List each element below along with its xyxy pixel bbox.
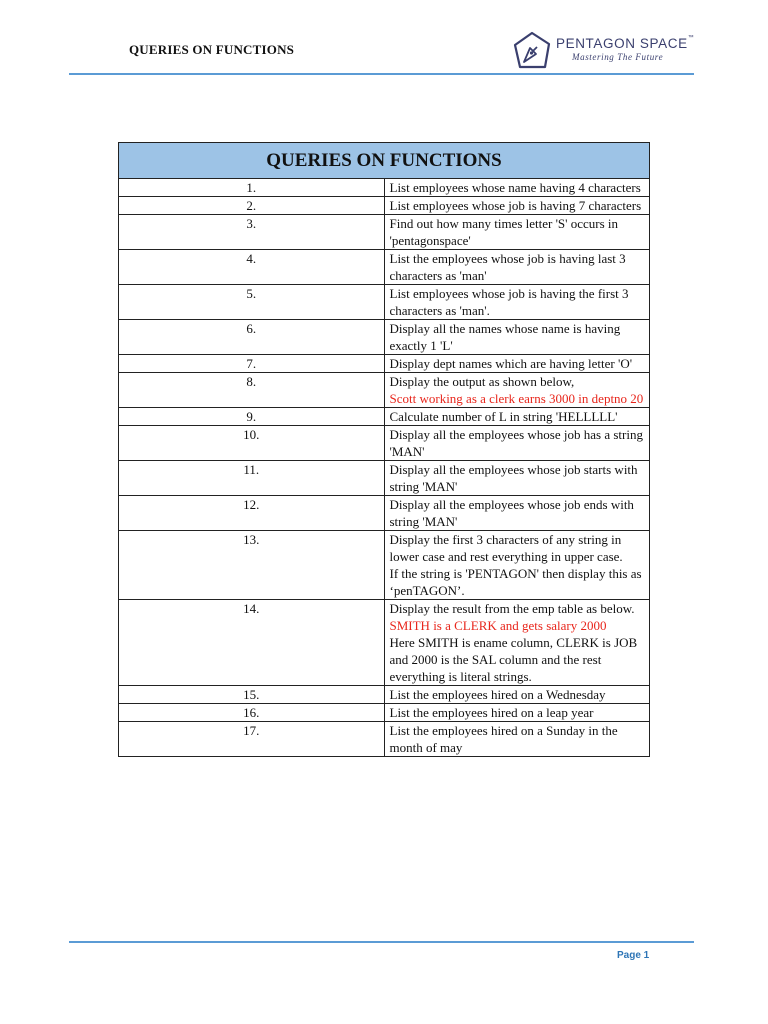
table-row xyxy=(119,496,650,531)
query-line: List the employees hired on a leap year xyxy=(389,705,594,720)
table-row xyxy=(119,704,650,722)
query-text xyxy=(384,179,650,197)
query-text xyxy=(384,373,650,408)
query-text xyxy=(384,426,650,461)
query-text xyxy=(384,408,650,426)
query-text xyxy=(384,531,650,600)
table-row xyxy=(119,722,650,757)
table-row xyxy=(119,408,650,426)
row-number: 1. xyxy=(119,179,385,197)
query-text xyxy=(384,285,650,320)
query-text xyxy=(384,496,650,531)
table-row xyxy=(119,426,650,461)
query-text xyxy=(384,250,650,285)
query-text xyxy=(384,197,650,215)
query-text xyxy=(384,320,650,355)
query-line: Display the first 3 characters of any string in lower case and rest everything in upper case. xyxy=(389,532,623,564)
header-title: QUERIES ON FUNCTIONS xyxy=(129,42,295,57)
example-output-text: SMITH is a CLERK and gets salary 2000 xyxy=(389,618,607,633)
logo-name: PENTAGON SPACE™ xyxy=(556,35,695,51)
table-row xyxy=(119,179,650,197)
queries-table xyxy=(118,142,650,757)
table-row xyxy=(119,250,650,285)
table-row xyxy=(119,215,650,250)
header-divider xyxy=(69,73,694,75)
pentagon-pen-icon xyxy=(512,31,552,71)
query-text xyxy=(384,355,650,373)
query-text xyxy=(384,461,650,496)
query-line: Display dept names which are having letter 'O' xyxy=(389,356,633,371)
table-body xyxy=(119,179,650,757)
query-line: Display all the employees whose job starts with string 'MAN' xyxy=(389,462,638,494)
row-number: 12. xyxy=(119,496,385,531)
row-number: 16. xyxy=(119,704,385,722)
query-line: List the employees hired on a Wednesday xyxy=(389,687,606,702)
row-number: 7. xyxy=(119,355,385,373)
row-number: 4. xyxy=(119,250,385,285)
query-line: Display all the names whose name is having exactly 1 'L' xyxy=(389,321,621,353)
row-number: 8. xyxy=(119,373,385,408)
query-line: Display all the employees whose job ends with string 'MAN' xyxy=(389,497,634,529)
query-line: List employees whose name having 4 characters xyxy=(389,180,641,195)
example-output-text: Scott working as a clerk earns 3000 in deptno 20 xyxy=(389,391,644,406)
table-row xyxy=(119,461,650,496)
table-row xyxy=(119,285,650,320)
query-line: Display all the employees whose job has a string 'MAN' xyxy=(389,427,643,459)
query-line: Display the result from the emp table as below. xyxy=(389,601,635,616)
query-text xyxy=(384,600,650,686)
table-title: QUERIES ON FUNCTIONS xyxy=(119,143,650,179)
row-number: 10. xyxy=(119,426,385,461)
pentagon-space-logo xyxy=(512,31,695,71)
query-text xyxy=(384,215,650,250)
page-number: Page 1 xyxy=(617,950,650,961)
table-header-row xyxy=(119,143,650,179)
row-number: 13. xyxy=(119,531,385,600)
query-line: Display the output as shown below, xyxy=(389,374,575,389)
table-row xyxy=(119,686,650,704)
table-row xyxy=(119,373,650,408)
row-number: 14. xyxy=(119,600,385,686)
query-line: Here SMITH is ename column, CLERK is JOB and 2000 is the SAL column and the rest everything is literal strings. xyxy=(389,635,638,684)
query-text xyxy=(384,704,650,722)
row-number: 15. xyxy=(119,686,385,704)
table-row xyxy=(119,531,650,600)
query-line: List employees whose job is having the first 3 characters as 'man'. xyxy=(389,286,629,318)
query-line: List the employees whose job is having last 3 characters as 'man' xyxy=(389,251,626,283)
logo-tagline: Mastering The Future xyxy=(572,52,664,62)
query-text xyxy=(384,686,650,704)
query-text xyxy=(384,722,650,757)
table-row xyxy=(119,600,650,686)
row-number: 17. xyxy=(119,722,385,757)
query-line: List employees whose job is having 7 characters xyxy=(389,198,642,213)
row-number: 2. xyxy=(119,197,385,215)
query-line: If the string is 'PENTAGON' then display this as ‘penTAGON’. xyxy=(389,566,642,598)
query-line: Find out how many times letter 'S' occurs in 'pentagonspace' xyxy=(389,216,619,248)
row-number: 9. xyxy=(119,408,385,426)
footer-divider xyxy=(69,941,694,943)
query-line: List the employees hired on a Sunday in the month of may xyxy=(389,723,618,755)
row-number: 5. xyxy=(119,285,385,320)
table-row xyxy=(119,320,650,355)
query-line: Calculate number of L in string 'HELLLLL' xyxy=(389,409,618,424)
row-number: 6. xyxy=(119,320,385,355)
table-row xyxy=(119,355,650,373)
row-number: 3. xyxy=(119,215,385,250)
table-row xyxy=(119,197,650,215)
row-number: 11. xyxy=(119,461,385,496)
